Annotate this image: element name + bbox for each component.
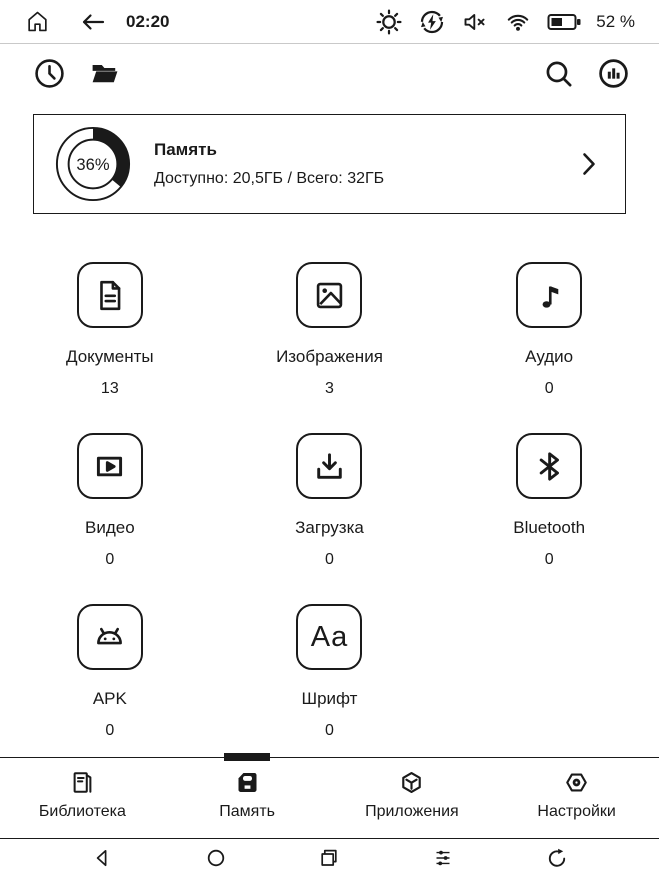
folder-open-icon[interactable] [89, 58, 120, 89]
brightness-icon [375, 8, 403, 36]
apps-icon [398, 769, 425, 796]
tab-label: Библиотека [38, 803, 126, 820]
category-video [0, 433, 220, 569]
tab-label: Приложения [365, 803, 459, 820]
font-icon: Aa [310, 620, 349, 653]
category-bluetooth [439, 433, 659, 569]
battery-icon [547, 13, 581, 31]
active-tab-indicator [224, 753, 270, 761]
storage-summary-card[interactable] [33, 114, 626, 214]
back-arrow-icon[interactable] [76, 10, 106, 34]
toolbar [0, 44, 659, 102]
tab-settings[interactable] [494, 758, 659, 838]
category-label: Bluetooth [513, 518, 586, 537]
storage-donut-chart [54, 125, 132, 203]
bluetooth-icon [531, 448, 568, 485]
storage-stats-icon[interactable] [598, 58, 629, 89]
apk-tile[interactable] [77, 604, 143, 670]
nav-home-icon[interactable] [204, 846, 228, 870]
android-nav-bar [0, 838, 659, 877]
settings-icon [563, 769, 590, 796]
downloads-tile[interactable] [296, 433, 362, 499]
category-count: 0 [325, 551, 334, 568]
volume-muted-icon [461, 10, 489, 34]
tab-library[interactable] [0, 758, 165, 838]
category-count: 0 [105, 551, 115, 568]
video-icon [91, 448, 128, 485]
tab-storage-active[interactable] [165, 758, 330, 838]
wifi-icon [504, 9, 532, 34]
video-tile[interactable] [77, 433, 143, 499]
category-label: APK [92, 689, 127, 708]
category-count: 0 [105, 722, 115, 739]
status-time: 02:20 [126, 11, 170, 31]
category-label: Изображения [276, 347, 383, 366]
category-count: 3 [325, 380, 334, 397]
library-icon [69, 769, 96, 796]
download-icon [311, 448, 348, 485]
search-icon[interactable] [543, 58, 574, 89]
category-count: 0 [544, 551, 554, 568]
category-apk [0, 604, 220, 740]
audio-tile[interactable] [516, 262, 582, 328]
bluetooth-tile[interactable] [516, 433, 582, 499]
audio-note-icon [531, 277, 568, 314]
battery-percent: 52 % [596, 11, 635, 31]
storage-icon [234, 769, 261, 796]
bottom-tab-bar [0, 757, 659, 838]
tab-label: Настройки [537, 803, 616, 820]
nav-refresh-icon[interactable] [545, 846, 569, 870]
nav-back-icon[interactable] [90, 846, 114, 870]
category-label: Аудио [525, 347, 574, 366]
category-count: 0 [325, 722, 334, 739]
category-audio [439, 262, 659, 398]
category-label: Видео [84, 518, 135, 537]
android-icon [91, 619, 128, 656]
nav-recents-icon[interactable] [317, 846, 341, 870]
category-count: 13 [100, 380, 119, 397]
storage-percent-label: 36% [76, 154, 110, 174]
tab-apps[interactable] [330, 758, 495, 838]
nav-tune-icon[interactable] [431, 846, 455, 870]
documents-tile[interactable] [77, 262, 143, 328]
category-font [220, 604, 440, 740]
category-label: Шрифт [301, 689, 358, 708]
font-tile[interactable] [296, 604, 362, 670]
category-grid [0, 214, 659, 757]
history-clock-icon[interactable] [34, 58, 65, 89]
storage-card-subtitle: Доступно: 20,5ГБ / Всего: 32ГБ [154, 170, 385, 187]
home-icon[interactable] [25, 9, 50, 34]
document-icon [91, 277, 128, 314]
images-tile[interactable] [296, 262, 362, 328]
chevron-right-icon [581, 151, 597, 177]
category-images [220, 262, 440, 398]
category-label: Документы [66, 347, 154, 366]
category-label: Загрузка [295, 518, 364, 537]
category-documents [0, 262, 220, 398]
image-icon [311, 277, 348, 314]
category-count: 0 [544, 380, 554, 397]
category-downloads [220, 433, 440, 569]
auto-refresh-icon [418, 8, 446, 36]
tab-label: Память [219, 803, 275, 820]
storage-card-title: Память [154, 140, 217, 159]
status-bar [0, 0, 659, 44]
